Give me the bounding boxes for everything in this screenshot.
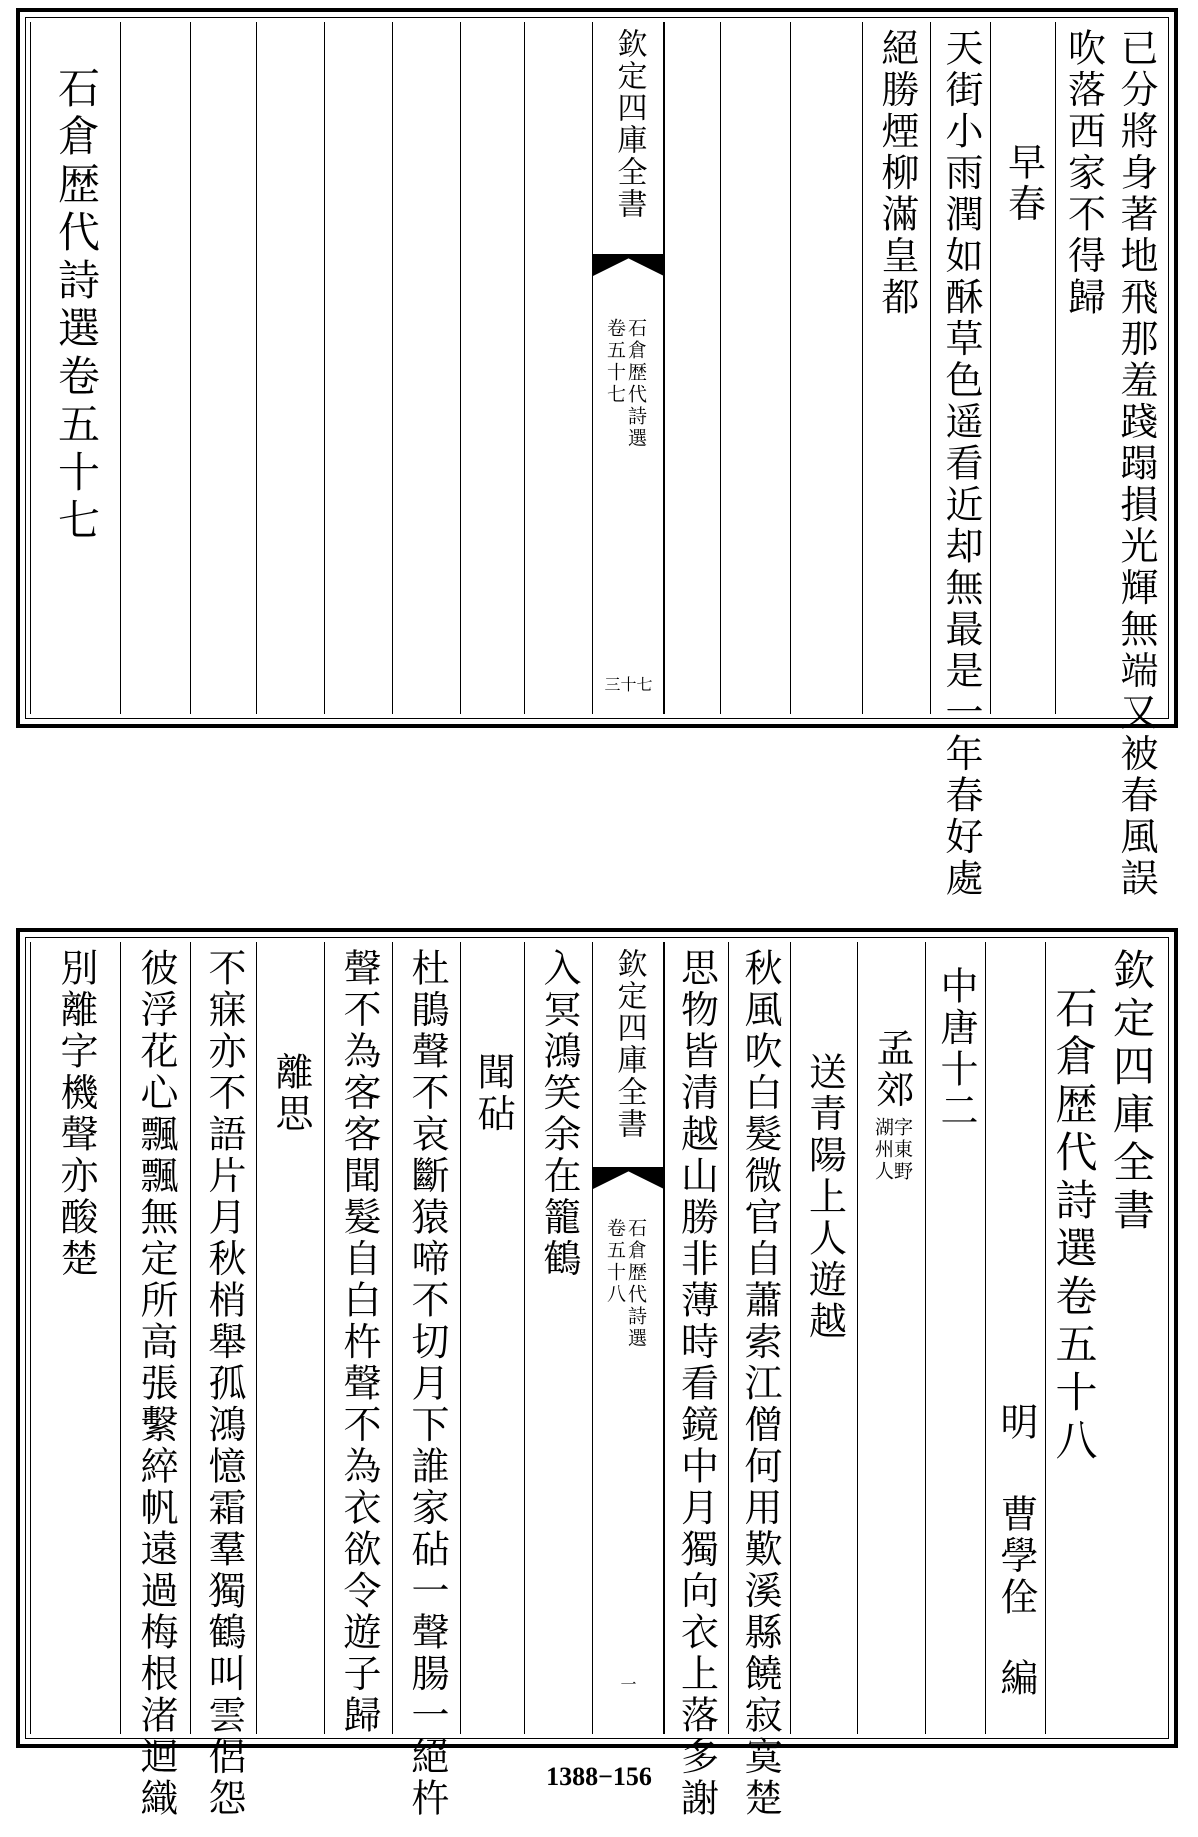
top-col-15 bbox=[120, 22, 191, 714]
strip-title: 石倉歴代詩選 bbox=[625, 318, 647, 450]
book-title: 石倉歴代詩選卷五十七 bbox=[52, 66, 101, 546]
poet-name: 孟郊 bbox=[870, 1028, 914, 1111]
poem-title: 離思 bbox=[269, 1052, 313, 1135]
bottom-col-15 bbox=[120, 942, 191, 1820]
series-title: 欽定四庫全書 bbox=[1107, 948, 1156, 1236]
top-col-6 bbox=[790, 22, 863, 714]
bottom-col-3 bbox=[985, 942, 1046, 1734]
book-title: 石倉歴代詩選卷五十八 bbox=[1049, 986, 1099, 1466]
bottom-col-7 bbox=[728, 942, 791, 1820]
bottom-center-strip bbox=[592, 942, 665, 1734]
strip-label bbox=[605, 1212, 645, 1350]
top-col-7 bbox=[720, 22, 791, 714]
top-col-10 bbox=[460, 22, 525, 714]
top-col-2 bbox=[1055, 22, 1111, 714]
text-line: 思物皆清越山勝非薄時看鏡中月獨向衣上落多謝 bbox=[674, 948, 719, 1820]
top-col-11 bbox=[392, 22, 461, 714]
text-line: 彼浮花心飄飄無定所高張繫綷帆遠過梅根渚迴織 bbox=[134, 948, 178, 1820]
top-col-8 bbox=[663, 22, 721, 714]
strip-label bbox=[605, 312, 645, 450]
strip-volume: 卷五十八 bbox=[604, 1218, 626, 1306]
bottom-col-6 bbox=[790, 942, 858, 1734]
section-title: 中唐十二 bbox=[934, 966, 978, 1132]
text-line: 吹落西家不得歸 bbox=[1061, 28, 1106, 319]
top-center-strip bbox=[592, 22, 665, 714]
strip-page-number: 三十七 bbox=[604, 675, 653, 694]
text-line: 杜鵑聲不哀斷猿啼不切月下誰家砧一聲腸一絕杵 bbox=[405, 948, 449, 1820]
strip-volume: 卷五十七 bbox=[604, 318, 626, 406]
text-line: 入冥鴻笑余在籠鶴 bbox=[537, 948, 581, 1280]
top-col-13 bbox=[256, 22, 325, 714]
text-line: 絕勝煙柳滿皇都 bbox=[875, 28, 919, 319]
text-line: 別離字機聲亦酸楚 bbox=[54, 948, 98, 1280]
text-line: 不寐亦不語片月秋梢舉孤鴻憶霜羣獨鶴叫雲侶怨 bbox=[202, 948, 246, 1820]
text-line: 天街小雨潤如酥草色遥看近却無最是一年春好處 bbox=[939, 28, 983, 900]
bottom-col-11 bbox=[392, 942, 461, 1820]
bottom-col-8 bbox=[663, 942, 729, 1820]
bottom-col-5 bbox=[857, 942, 926, 1734]
fishtail-mark bbox=[593, 254, 664, 276]
text-line: 已分將身著地飛那羞踐蹋損光輝無端又被春風誤 bbox=[1114, 28, 1158, 900]
text-line: 聲不為客客聞髮自白杵聲不為衣欲令遊子歸 bbox=[337, 948, 381, 1737]
bottom-col-9 bbox=[524, 942, 593, 1734]
top-col-3 bbox=[990, 22, 1056, 714]
top-col-12 bbox=[324, 22, 393, 714]
top-col-14 bbox=[190, 22, 257, 714]
top-col-9 bbox=[524, 22, 593, 714]
bottom-col-16 bbox=[30, 942, 121, 1734]
compiler-name: 曹學佺 bbox=[994, 1493, 1038, 1618]
page-footer: 1388−156 bbox=[546, 1762, 652, 1791]
top-col-4 bbox=[930, 22, 991, 900]
poem-title: 早春 bbox=[1001, 142, 1046, 225]
bottom-col-13 bbox=[256, 942, 325, 1734]
text-line: 秋風吹白髮微官自蕭索江僧何用歎溪縣饒寂寞楚 bbox=[738, 948, 782, 1820]
top-page bbox=[16, 8, 1178, 900]
top-col-16 bbox=[30, 22, 121, 714]
strip-header: 欽定四庫全書 bbox=[611, 28, 647, 220]
strip-page-number: 一 bbox=[620, 1675, 637, 1694]
bottom-col-4 bbox=[925, 942, 986, 1734]
top-col-1 bbox=[1110, 22, 1162, 900]
fishtail-mark bbox=[593, 1167, 664, 1189]
poem-title: 聞砧 bbox=[471, 1052, 515, 1135]
bottom-col-10 bbox=[460, 942, 525, 1734]
bottom-col-1 bbox=[1100, 942, 1162, 1734]
top-col-5 bbox=[862, 22, 931, 714]
strip-title: 石倉歴代詩選 bbox=[625, 1218, 647, 1350]
poem-title: 送青陽上人遊越 bbox=[802, 1052, 847, 1343]
compiler-role: 編 bbox=[994, 1658, 1038, 1700]
bottom-col-12 bbox=[324, 942, 393, 1737]
poet-note: 字東野 湖州人 bbox=[872, 1117, 913, 1183]
bottom-col-2 bbox=[1045, 942, 1101, 1734]
dynasty-label: 明 bbox=[994, 1402, 1038, 1444]
strip-header: 欽定四庫全書 bbox=[611, 948, 647, 1140]
bottom-col-14 bbox=[190, 942, 257, 1820]
